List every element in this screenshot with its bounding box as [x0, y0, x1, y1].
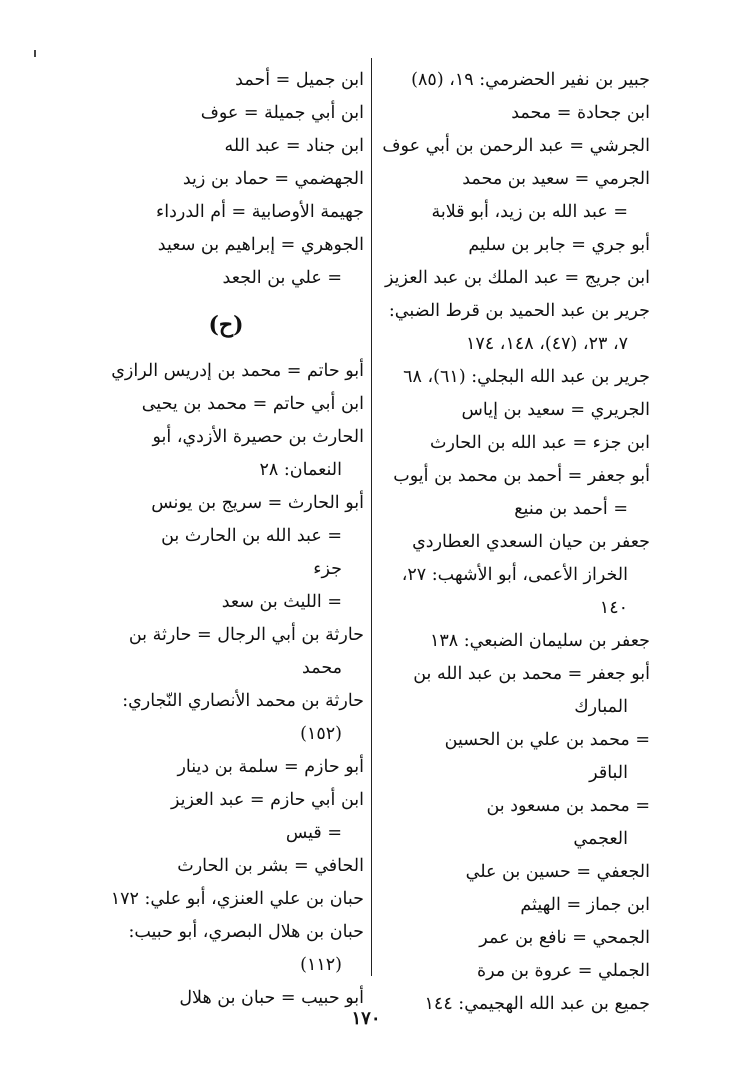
index-entry: = محمد بن مسعود بن	[486, 796, 650, 816]
index-entry: = قيس	[285, 823, 342, 843]
index-entry: جبير بن نفير الحضرمي: ١٩، (٨٥)	[411, 70, 650, 90]
margin-mark	[34, 50, 36, 57]
index-entry: أبو حازم = سلمة بن دينار	[177, 757, 364, 777]
index-entry: جرير بن عبد الله البجلي: (٦١)، ٦٨	[403, 367, 650, 387]
index-entry: ابن جناد = عبد الله	[224, 136, 364, 156]
index-entry: = علي بن الجعد	[222, 268, 342, 288]
index-entry: ابن جميل = أحمد	[235, 70, 364, 90]
index-entry: حبان بن هلال البصري، أبو حبيب:	[128, 922, 364, 942]
index-entry: ابن أبي جميلة = عوف	[200, 103, 364, 123]
index-entry: أبو جري = جابر بن سليم	[468, 235, 650, 255]
index-entry: العجمي	[573, 829, 628, 849]
index-entry: = الليث بن سعد	[221, 592, 342, 612]
index-entry: الحارث بن حصيرة الأزدي، أبو	[152, 427, 364, 447]
index-entry: المبارك	[574, 697, 628, 717]
index-entry: (١١٢)	[300, 955, 342, 975]
index-entry: الجملي = عروة بن مرة	[476, 961, 650, 981]
index-entry: الجوهري = إبراهيم بن سعيد	[157, 235, 364, 255]
index-entry: ابن أبي حاتم = محمد بن يحيى	[141, 394, 364, 414]
index-entry: ابن جحادة = محمد	[511, 103, 650, 123]
index-entry: الجرمي = سعيد بن محمد	[462, 169, 650, 189]
index-entry: جرير بن عبد الحميد بن قرط الضبي:	[388, 301, 650, 321]
index-entry: (١٥٢)	[300, 724, 342, 744]
index-entry: جعفر بن حيان السعدي العطاردي	[412, 532, 650, 552]
index-entry: الحافي = بشر بن الحارث	[177, 856, 364, 876]
index-entry: الجعفي = حسين بن علي	[465, 862, 650, 882]
column-divider	[371, 58, 372, 976]
index-entry: أبو حبيب = حبان بن هلال	[179, 988, 364, 1008]
index-entry: الجريري = سعيد بن إياس	[461, 400, 650, 420]
index-entry: جعفر بن سليمان الضبعي: ١٣٨	[429, 631, 650, 651]
index-entry: ابن جماز = الهيثم	[520, 895, 650, 915]
left-column-top	[88, 64, 364, 295]
index-entry: ابن أبي حازم = عبد العزيز	[170, 790, 364, 810]
index-entry: الخراز الأعمى، أبو الأشهب: ٢٧،	[401, 565, 628, 585]
index-entry: = أحمد بن منيع	[514, 499, 628, 519]
index-entry: ابن جزء = عبد الله بن الحارث	[429, 433, 650, 453]
index-entry: حارثة بن أبي الرجال = حارثة بن	[128, 625, 364, 645]
index-entry: الجرشي = عبد الرحمن بن أبي عوف	[382, 136, 650, 156]
index-entry: النعمان: ٢٨	[259, 460, 342, 480]
left-column	[88, 64, 364, 1015]
index-entry: أبو جعفر = أحمد بن محمد بن أيوب	[393, 466, 650, 486]
index-entry: = محمد بن علي بن الحسين	[444, 730, 650, 750]
page-number: ١٧٠	[351, 1008, 381, 1029]
index-entry: ابن جريج = عبد الملك بن عبد العزيز	[385, 268, 650, 288]
left-column-bottom	[88, 355, 364, 1015]
index-entry: الجمحي = نافع بن عمر	[479, 928, 650, 948]
index-entry: = عبد الله بن الحارث بن	[161, 526, 342, 546]
index-entry: أبو حاتم = محمد بن إدريس الرازي	[111, 361, 364, 381]
section-heading: (ح)	[208, 312, 244, 338]
index-entry: = عبد الله بن زيد، أبو قلابة	[431, 202, 628, 222]
index-entry: جميع بن عبد الله الهجيمي: ١٤٤	[424, 994, 650, 1014]
index-entry: أبو الحارث = سريج بن يونس	[151, 493, 364, 513]
index-entry: حارثة بن محمد الأنصاري النّجاري:	[122, 691, 364, 711]
index-entry: جهيمة الأوصابية = أم الدرداء	[155, 202, 364, 222]
index-entry: حبان بن علي العنزي، أبو علي: ١٧٢	[110, 889, 364, 909]
index-entry: أبو جعفر = محمد بن عبد الله بن	[413, 664, 650, 684]
index-entry: الجهضمي = حماد بن زيد	[182, 169, 364, 189]
index-entry: ١٤٠	[599, 598, 628, 618]
index-entry: الباقر	[589, 763, 628, 783]
index-entry: جزء	[313, 559, 342, 579]
right-column	[378, 64, 650, 1021]
index-entry: ٧، ٢٣، (٤٧)، ١٤٨، ١٧٤	[466, 334, 628, 354]
index-entry: محمد	[302, 658, 342, 678]
